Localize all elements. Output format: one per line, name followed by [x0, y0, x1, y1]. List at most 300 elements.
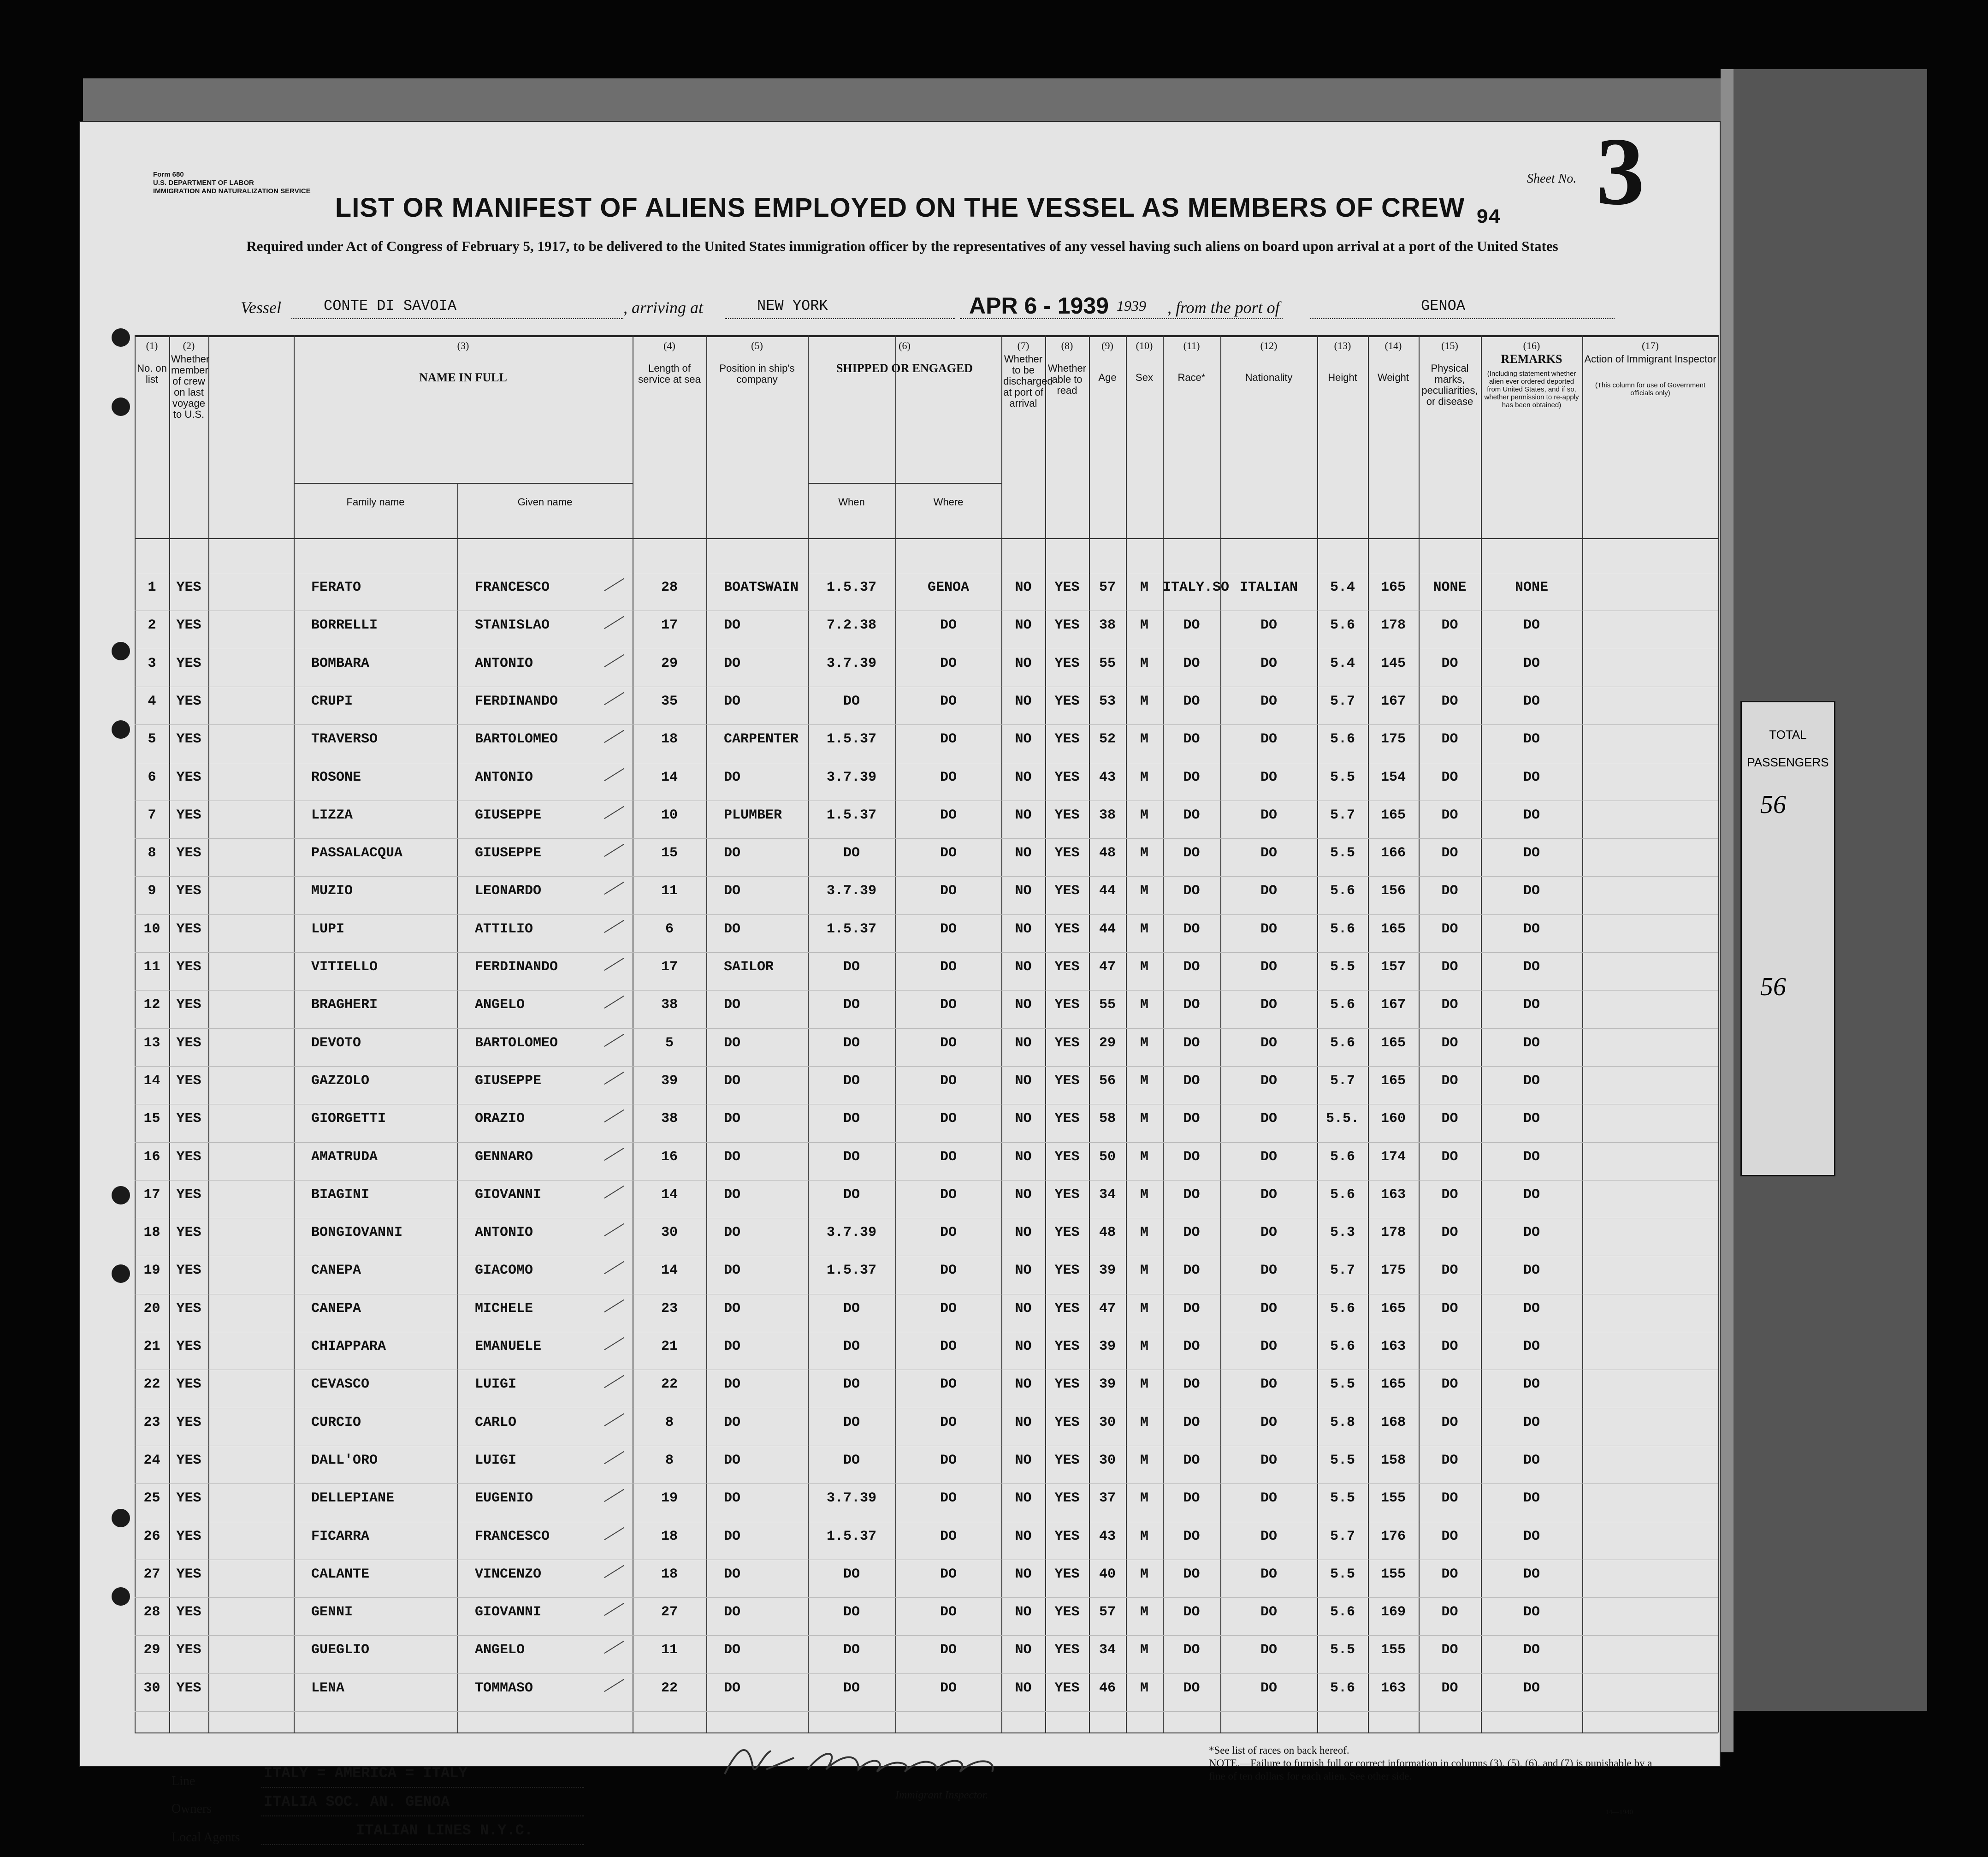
cell-position: DO [724, 1111, 741, 1127]
cell-service-years: 18 [661, 731, 678, 748]
cell-discharged: NO [1015, 1300, 1032, 1317]
column-header-when: When [838, 496, 865, 508]
cell-remarks: DO [1523, 807, 1540, 823]
cell-row-number: 21 [143, 1339, 160, 1354]
cell-nationality: DO [1260, 1566, 1277, 1582]
cell-discharged: NO [1015, 1225, 1032, 1241]
cell-able-to-read: YES [1054, 997, 1080, 1013]
cell-able-to-read: YES [1054, 1073, 1080, 1089]
cell-weight: 165 [1380, 1300, 1406, 1317]
cell-physical-marks: DO [1441, 1642, 1458, 1658]
cell-family-name: DEVOTO [311, 1035, 361, 1051]
cell-shipped-where: DO [940, 921, 957, 937]
cell-family-name: CALANTE [311, 1566, 370, 1582]
cell-sex: M [1140, 959, 1148, 975]
cell-shipped-when: 3.7.39 [826, 883, 877, 899]
cell-height: 5.4 [1330, 580, 1355, 595]
column-number: (5) [751, 340, 763, 351]
cell-service-years: 11 [661, 1642, 678, 1658]
cell-last-voyage-flag: YES [176, 1414, 201, 1430]
cell-shipped-when: DO [843, 1414, 860, 1430]
cell-able-to-read: YES [1054, 959, 1080, 975]
cell-row-number: 28 [143, 1604, 160, 1620]
cell-given-name: GIACOMO [475, 1263, 533, 1279]
cell-able-to-read: YES [1054, 1414, 1080, 1430]
cell-able-to-read: YES [1054, 883, 1080, 899]
column-header-height: Height [1328, 372, 1357, 383]
owners-value: ITALIA SOC. AN. GENOA [264, 1793, 450, 1810]
cell-weight: 160 [1380, 1111, 1406, 1127]
cell-race: DO [1183, 1035, 1200, 1051]
cell-able-to-read: YES [1054, 1452, 1080, 1468]
cell-shipped-where: DO [940, 1680, 957, 1696]
column-number: (10) [1136, 340, 1153, 351]
cell-service-years: 5 [665, 1035, 674, 1051]
cell-remarks: DO [1523, 1642, 1540, 1658]
cell-remarks: DO [1523, 1680, 1540, 1696]
cell-age: 38 [1099, 807, 1116, 823]
cell-last-voyage-flag: YES [176, 1111, 201, 1127]
cell-sex: M [1140, 1452, 1148, 1468]
cell-shipped-where: GENOA [927, 580, 969, 595]
cell-remarks: DO [1523, 1035, 1540, 1051]
cell-shipped-when: DO [843, 1452, 860, 1468]
cell-able-to-read: YES [1054, 731, 1080, 748]
cell-service-years: 8 [665, 1414, 674, 1430]
cell-race: DO [1183, 731, 1200, 748]
cell-race: DO [1183, 1566, 1200, 1582]
cell-family-name: TRAVERSO [311, 731, 378, 748]
cell-shipped-when: 3.7.39 [826, 1225, 877, 1241]
cell-remarks: DO [1523, 693, 1540, 709]
cell-age: 43 [1099, 769, 1116, 785]
cell-weight: 169 [1380, 1604, 1406, 1620]
cell-weight: 165 [1380, 580, 1406, 595]
cell-discharged: NO [1015, 1528, 1032, 1544]
cell-row-number: 29 [143, 1642, 160, 1658]
cell-race: DO [1183, 1339, 1200, 1354]
page-edge-strip [1721, 69, 1734, 1752]
cell-service-years: 28 [661, 580, 678, 595]
vessel-label: Vessel [241, 298, 281, 317]
cell-sex: M [1140, 921, 1148, 937]
cell-position: DO [724, 845, 741, 861]
column-header-weight: Weight [1377, 372, 1409, 383]
cell-able-to-read: YES [1054, 580, 1080, 595]
cell-shipped-when: DO [843, 1376, 860, 1393]
cell-shipped-where: DO [940, 655, 957, 671]
cell-weight: 163 [1380, 1680, 1406, 1696]
cell-physical-marks: DO [1441, 655, 1458, 671]
column-number: (12) [1260, 340, 1278, 351]
cell-given-name: VINCENZO [475, 1566, 542, 1582]
cell-able-to-read: YES [1054, 1490, 1080, 1507]
cell-sex: M [1140, 580, 1148, 595]
cell-height: 5.6 [1330, 1604, 1355, 1620]
cell-row-number: 12 [143, 997, 160, 1013]
cell-shipped-when: DO [843, 1111, 860, 1127]
cell-physical-marks: DO [1441, 1225, 1458, 1241]
cell-weight: 165 [1380, 807, 1406, 823]
cell-position: DO [724, 655, 741, 671]
cell-family-name: BOMBARA [311, 655, 370, 671]
cell-row-number: 30 [143, 1680, 160, 1696]
page-subtitle: Required under Act of Congress of February 5, 1917, to be delivered to the United States immigration officer by the representatives of any vessel having such aliens on board upon arrival at a port of the United States [246, 238, 1558, 254]
cell-height: 5.6 [1330, 617, 1355, 634]
cell-height: 5.5 [1330, 1452, 1355, 1468]
cell-able-to-read: YES [1054, 1566, 1080, 1582]
cell-shipped-when: DO [843, 1339, 860, 1354]
cell-physical-marks: DO [1441, 845, 1458, 861]
cell-sex: M [1140, 1566, 1148, 1582]
cell-physical-marks: DO [1441, 997, 1458, 1013]
punch-hole [112, 1186, 130, 1204]
cell-service-years: 22 [661, 1680, 678, 1696]
cell-nationality: DO [1260, 1300, 1277, 1317]
cell-last-voyage-flag: YES [176, 1604, 201, 1620]
cell-nationality: DO [1260, 959, 1277, 975]
cell-position: DO [724, 769, 741, 785]
cell-row-number: 10 [143, 921, 160, 937]
cell-row-number: 14 [143, 1073, 160, 1089]
cell-discharged: NO [1015, 883, 1032, 899]
cell-row-number: 27 [143, 1566, 160, 1582]
cell-service-years: 8 [665, 1452, 674, 1468]
cell-service-years: 14 [661, 1263, 678, 1279]
cell-height: 5.7 [1330, 1528, 1355, 1544]
cell-position: DO [724, 1149, 741, 1165]
cell-physical-marks: DO [1441, 1376, 1458, 1393]
cell-position: DO [724, 1414, 741, 1430]
column-number: (4) [663, 340, 675, 351]
cell-shipped-where: DO [940, 883, 957, 899]
cell-shipped-where: DO [940, 1566, 957, 1582]
arriving-label: , arriving at [623, 298, 704, 317]
cell-position: DO [724, 1376, 741, 1393]
cell-physical-marks: DO [1441, 1680, 1458, 1696]
cell-nationality: DO [1260, 1528, 1277, 1544]
cell-able-to-read: YES [1054, 1263, 1080, 1279]
cell-shipped-where: DO [940, 997, 957, 1013]
cell-height: 5.6 [1330, 883, 1355, 899]
cell-shipped-when: 1.5.37 [826, 921, 877, 937]
cell-row-number: 13 [143, 1035, 160, 1051]
cell-given-name: LUIGI [475, 1452, 517, 1468]
punch-hole [112, 328, 130, 347]
cell-service-years: 18 [661, 1566, 678, 1582]
crew-table [135, 335, 1718, 1732]
cell-age: 47 [1099, 1300, 1116, 1317]
cell-position: DO [724, 1225, 741, 1241]
cell-row-number: 15 [143, 1111, 160, 1127]
cell-physical-marks: DO [1441, 1187, 1458, 1203]
cell-given-name: ANGELO [475, 1642, 525, 1658]
cell-last-voyage-flag: YES [176, 1035, 201, 1051]
cell-last-voyage-flag: YES [176, 1300, 201, 1317]
cell-position: DO [724, 693, 741, 709]
cell-race: DO [1183, 1604, 1200, 1620]
cell-able-to-read: YES [1054, 921, 1080, 937]
cell-age: 39 [1099, 1376, 1116, 1393]
cell-weight: 155 [1380, 1490, 1406, 1507]
passenger-tally-card [1740, 701, 1835, 1176]
cell-given-name: ORAZIO [475, 1111, 525, 1127]
cell-shipped-where: DO [940, 769, 957, 785]
cell-discharged: NO [1015, 1035, 1032, 1051]
cell-weight: 165 [1380, 1035, 1406, 1051]
cell-shipped-when: DO [843, 1566, 860, 1582]
cell-remarks: DO [1523, 655, 1540, 671]
column-header-last-voyage: Whether member of crew on last voyage to U.S. [171, 353, 210, 420]
cell-age: 46 [1099, 1680, 1116, 1696]
cell-sex: M [1140, 883, 1148, 899]
cell-weight: 175 [1380, 731, 1406, 748]
cell-weight: 158 [1380, 1452, 1406, 1468]
voyage-line [241, 293, 1670, 319]
cell-discharged: NO [1015, 655, 1032, 671]
cell-height: 5.6 [1330, 1680, 1355, 1696]
cell-shipped-where: DO [940, 1111, 957, 1127]
cell-height: 5.5 [1330, 845, 1355, 861]
cell-family-name: GENNI [311, 1604, 353, 1620]
cell-given-name: GIUSEPPE [475, 807, 542, 823]
service-name: IMMIGRATION AND NATURALIZATION SERVICE [153, 187, 311, 195]
cell-able-to-read: YES [1054, 1035, 1080, 1051]
cell-sex: M [1140, 1414, 1148, 1430]
cell-remarks: DO [1523, 617, 1540, 634]
arriving-port: NEW YORK [757, 297, 828, 314]
cell-physical-marks: DO [1441, 921, 1458, 937]
cell-race: DO [1183, 617, 1200, 634]
cell-nationality: DO [1260, 1111, 1277, 1127]
cell-shipped-when: DO [843, 1035, 860, 1051]
form-code: 14—1940 [1605, 1809, 1633, 1816]
cell-family-name: DELLEPIANE [311, 1490, 395, 1507]
cell-physical-marks: DO [1441, 1263, 1458, 1279]
cell-sex: M [1140, 1642, 1148, 1658]
cell-family-name: GAZZOLO [311, 1073, 370, 1089]
column-header-service-length: Length of service at sea [638, 362, 701, 385]
cell-family-name: BORRELLI [311, 617, 378, 634]
cell-height: 5.5 [1330, 1490, 1355, 1507]
cell-position: CARPENTER [724, 731, 799, 748]
cell-shipped-when: DO [843, 959, 860, 975]
cell-weight: 155 [1380, 1566, 1406, 1582]
cell-sex: M [1140, 1263, 1148, 1279]
cell-shipped-where: DO [940, 1376, 957, 1393]
cell-remarks: DO [1523, 1566, 1540, 1582]
cell-remarks: DO [1523, 921, 1540, 937]
cell-age: 55 [1099, 997, 1116, 1013]
cell-last-voyage-flag: YES [176, 617, 201, 634]
cell-remarks: DO [1523, 1528, 1540, 1544]
cell-nationality: DO [1260, 845, 1277, 861]
cell-sex: M [1140, 1490, 1148, 1507]
cell-age: 58 [1099, 1111, 1116, 1127]
cell-given-name: EUGENIO [475, 1490, 533, 1507]
column-header-sex: Sex [1136, 372, 1153, 383]
cell-given-name: GIOVANNI [475, 1187, 542, 1203]
cell-service-years: 39 [661, 1073, 678, 1089]
cell-shipped-when: DO [843, 1300, 860, 1317]
cell-given-name: ANTONIO [475, 769, 533, 785]
cell-last-voyage-flag: YES [176, 845, 201, 861]
column-number: (17) [1642, 340, 1659, 351]
page-title: LIST OR MANIFEST OF ALIENS EMPLOYED ON THE VESSEL AS MEMBERS OF CREW [335, 193, 1465, 223]
cell-race: DO [1183, 1111, 1200, 1127]
cell-height: 5.5. [1325, 1111, 1359, 1127]
cell-position: DO [724, 997, 741, 1013]
cell-last-voyage-flag: YES [176, 655, 201, 671]
cell-weight: 166 [1380, 845, 1406, 861]
cell-height: 5.7 [1330, 1263, 1355, 1279]
cell-family-name: CRUPI [311, 693, 353, 709]
cell-physical-marks: DO [1441, 1528, 1458, 1544]
column-header-remarks: REMARKS [1501, 352, 1562, 366]
cell-last-voyage-flag: YES [176, 1452, 201, 1468]
column-header-inspector-action: Action of Immigrant Inspector [1584, 353, 1716, 365]
cell-physical-marks: DO [1441, 883, 1458, 899]
cell-nationality: ITALIAN [1239, 580, 1298, 595]
cell-able-to-read: YES [1054, 1187, 1080, 1203]
column-header-family-name: Family name [346, 496, 405, 508]
tally-value-2: 56 [1760, 973, 1786, 1001]
cell-race: DO [1183, 807, 1200, 823]
cell-discharged: NO [1015, 1414, 1032, 1430]
column-header-age: Age [1098, 372, 1117, 383]
cell-given-name: GENNARO [475, 1149, 533, 1165]
column-number: (13) [1334, 340, 1351, 351]
cell-able-to-read: YES [1054, 1642, 1080, 1658]
cell-height: 5.6 [1330, 921, 1355, 937]
cell-service-years: 10 [661, 807, 678, 823]
cell-sex: M [1140, 1073, 1148, 1089]
cell-row-number: 16 [143, 1149, 160, 1165]
cell-height: 5.5 [1330, 959, 1355, 975]
punch-hole [112, 720, 130, 739]
cell-remarks: DO [1523, 1414, 1540, 1430]
cell-age: 48 [1099, 1225, 1116, 1241]
cell-weight: 154 [1380, 769, 1406, 785]
cell-race: DO [1183, 883, 1200, 899]
cell-service-years: 16 [661, 1149, 678, 1165]
cell-height: 5.6 [1330, 1035, 1355, 1051]
cell-discharged: NO [1015, 1073, 1032, 1089]
cell-row-number: 26 [143, 1528, 160, 1544]
cell-remarks: DO [1523, 997, 1540, 1013]
cell-shipped-where: DO [940, 1452, 957, 1468]
cell-height: 5.7 [1330, 807, 1355, 823]
cell-shipped-when: 3.7.39 [826, 1490, 877, 1507]
cell-last-voyage-flag: YES [176, 1263, 201, 1279]
cell-nationality: DO [1260, 883, 1277, 899]
cell-remarks: DO [1523, 1149, 1540, 1165]
department-name: U.S. DEPARTMENT OF LABOR [153, 179, 254, 187]
cell-shipped-where: DO [940, 1528, 957, 1544]
cell-shipped-when: DO [843, 997, 860, 1013]
cell-shipped-when: 7.2.38 [826, 617, 877, 634]
vessel-name: CONTE DI SAVOIA [324, 297, 457, 314]
cell-nationality: DO [1260, 1225, 1277, 1241]
cell-able-to-read: YES [1054, 1149, 1080, 1165]
cell-remarks: DO [1523, 1490, 1540, 1507]
cell-position: DO [724, 1452, 741, 1468]
cell-service-years: 23 [661, 1300, 678, 1317]
cell-physical-marks: DO [1441, 731, 1458, 748]
cell-discharged: NO [1015, 1452, 1032, 1468]
cell-last-voyage-flag: YES [176, 807, 201, 823]
cell-height: 5.7 [1330, 1073, 1355, 1089]
cell-physical-marks: DO [1441, 1035, 1458, 1051]
cell-nationality: DO [1260, 769, 1277, 785]
cell-shipped-when: DO [843, 1680, 860, 1696]
cell-last-voyage-flag: YES [176, 883, 201, 899]
cell-able-to-read: YES [1054, 1528, 1080, 1544]
cell-height: 5.6 [1330, 1339, 1355, 1354]
cell-weight: 165 [1380, 921, 1406, 937]
cell-remarks: DO [1523, 1073, 1540, 1089]
cell-able-to-read: YES [1054, 1376, 1080, 1393]
cell-shipped-when: 3.7.39 [826, 655, 877, 671]
cell-service-years: 18 [661, 1528, 678, 1544]
column-header-physical-marks: Physical marks, peculiarities, or disease [1421, 362, 1478, 407]
cell-remarks: DO [1523, 1225, 1540, 1241]
cell-race: DO [1183, 1149, 1200, 1165]
cell-service-years: 21 [661, 1339, 678, 1354]
cell-remarks: DO [1523, 1604, 1540, 1620]
column-number: (11) [1183, 340, 1200, 351]
tally-heading-total: TOTAL [1769, 728, 1807, 742]
cell-nationality: DO [1260, 693, 1277, 709]
cell-family-name: AMATRUDA [311, 1149, 378, 1165]
inspector-caption: Immigrant Inspector. [895, 1789, 988, 1801]
cell-able-to-read: YES [1054, 1300, 1080, 1317]
cell-height: 5.5 [1330, 1566, 1355, 1582]
cell-able-to-read: YES [1054, 655, 1080, 671]
cell-service-years: 27 [661, 1604, 678, 1620]
cell-discharged: NO [1015, 1376, 1032, 1393]
cell-last-voyage-flag: YES [176, 1149, 201, 1165]
cell-last-voyage-flag: YES [176, 1376, 201, 1393]
cell-service-years: 14 [661, 1187, 678, 1203]
column-header-race: Race* [1177, 372, 1206, 383]
arrival-year: 1939 [1117, 297, 1146, 314]
cell-row-number: 7 [148, 807, 156, 823]
punch-hole [112, 398, 130, 416]
cell-last-voyage-flag: YES [176, 693, 201, 709]
cell-given-name: FERDINANDO [475, 959, 558, 975]
cell-position: DO [724, 921, 741, 937]
cell-row-number: 8 [148, 845, 156, 861]
cell-shipped-where: DO [940, 1149, 957, 1165]
cell-row-number: 24 [143, 1452, 160, 1468]
cell-shipped-when: DO [843, 1642, 860, 1658]
cell-nationality: DO [1260, 997, 1277, 1013]
cell-remarks: DO [1523, 1111, 1540, 1127]
cell-shipped-where: DO [940, 1073, 957, 1089]
cell-age: 29 [1099, 1035, 1116, 1051]
cell-nationality: DO [1260, 921, 1277, 937]
cell-race: DO [1183, 1490, 1200, 1507]
stamp-number: 94 [1476, 206, 1501, 229]
cell-remarks: NONE [1515, 580, 1548, 595]
cell-given-name: BARTOLOMEO [475, 731, 558, 748]
cell-height: 5.5 [1330, 1642, 1355, 1658]
cell-given-name: GIOVANNI [475, 1604, 542, 1620]
cell-age: 34 [1099, 1642, 1116, 1658]
cell-given-name: TOMMASO [475, 1680, 533, 1696]
fine-note: NOTE.—Failure to furnish full or correct information in columns (3), (5), (6), and (7) is punishable by a fine of ten dollars for each alien. See other side. [1209, 1757, 1652, 1782]
